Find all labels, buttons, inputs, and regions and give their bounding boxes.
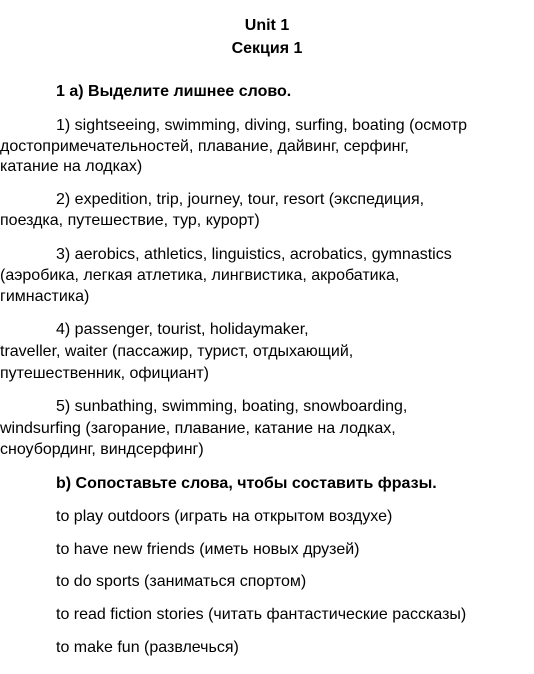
exercise-a-item-5-line-2: windsurfing (загорание, плавание, катание на лодках, [0,420,396,437]
exercise-a-item-4-line-3: путешественник, официант) [0,365,209,382]
unit-title: Unit 1 [244,17,290,34]
exercise-a-item-2-line-1: 2) expedition, trip, journey, tour, resort (экспедиция, [56,191,425,208]
exercise-a-item-5-line-1: 5) sunbathing, swimming, boating, snowboarding, [56,398,408,415]
exercise-a-item-1-line-3: катание на лодках) [0,158,143,175]
exercise-a-item-1-line-1: 1) sightseeing, swimming, diving, surfing, boating (осмотр [56,117,468,134]
exercise-b-phrase-4: to read fiction stories (читать фантастические рассказы) [56,606,467,623]
exercise-a-item-3-line-3: гимнастика) [0,288,90,305]
exercise-b-phrase-1: to play outdoors (играть на открытом воздухе) [56,508,393,525]
exercise-a-heading: 1 a) Выделите лишнее слово. [56,83,292,100]
exercise-a-item-1-line-2: достопримечательностей, плавание, дайвинг, серфинг, [0,138,409,155]
exercise-a-item-4-line-2: traveller, waiter (пассажир, турист, отдыхающий, [0,343,354,360]
exercise-a-item-4-line-1: 4) passenger, tourist, holidaymaker, [56,321,309,338]
exercise-b-phrase-3: to do sports (заниматься спортом) [56,573,307,590]
exercise-b-phrase-2: to have new friends (иметь новых друзей) [56,541,360,558]
exercise-a-item-2-line-2: поездка, путешествие, тур, курорт) [0,212,260,229]
exercise-b-heading: b) Сопоставьте слова, чтобы составить фразы. [56,475,437,492]
exercise-a-item-3-line-1: 3) aerobics, athletics, linguistics, acrobatics, gymnastics [56,246,452,263]
section-title: Секция 1 [231,40,303,57]
exercise-b-phrase-5: to make fun (развлечься) [56,639,239,656]
exercise-a-item-5-line-3: сноубординг, виндсерфинг) [0,441,204,458]
exercise-a-item-3-line-2: (аэробика, легкая атлетика, лингвистика, акробатика, [0,267,400,284]
